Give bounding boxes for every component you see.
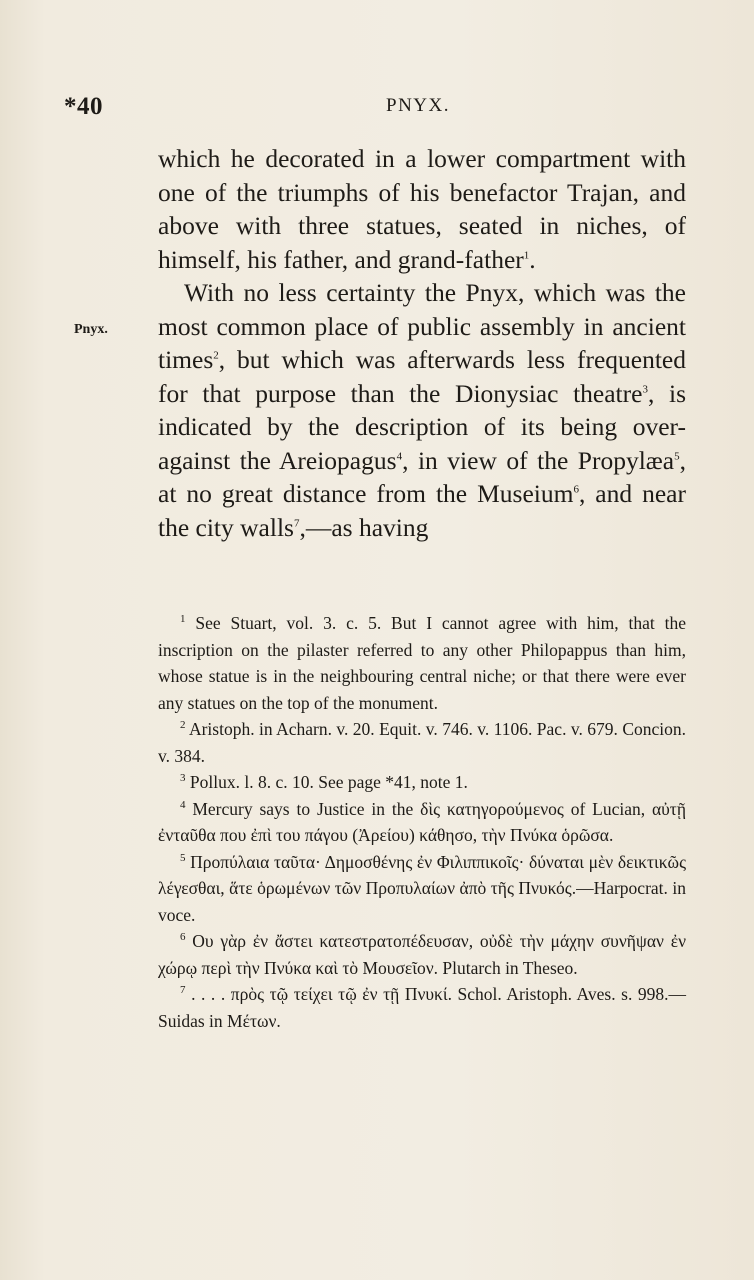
note-ref-5: 5 xyxy=(674,450,680,462)
footnote-mark: 3 xyxy=(180,772,186,785)
footnote-mark: 7 xyxy=(180,984,186,997)
paragraph-2-text-g: ,—as having xyxy=(299,512,429,542)
margin-note: Pnyx. xyxy=(74,322,108,337)
paragraph-1-end: . xyxy=(529,244,536,274)
footnote-text: Ου γὰρ ἐν ἄστει κατεστρατοπέδευσαν, οὐδὲ τὴν μάχην συνῆψαν ἐν χώρῳ περὶ τὴν Πνύκα καὶ τὸ Μουσεῖον. Plutarch in Theseo. xyxy=(158,931,686,978)
paragraph-2-text-c: , is indicated by the description of its being over-against the Areiopagus xyxy=(158,378,686,475)
footnote-text: Pollux. l. 8. c. 10. See page *41, note 1. xyxy=(189,772,468,792)
note-ref-6: 6 xyxy=(573,483,579,496)
paragraph-2-text-e: , at no great distance from the Museium xyxy=(158,445,687,508)
note-ref-4: 4 xyxy=(396,450,403,462)
main-text xyxy=(158,142,686,544)
note-ref-3: 3 xyxy=(642,383,648,395)
note-ref-2: 2 xyxy=(213,349,219,362)
footnote-mark: 1 xyxy=(180,613,186,626)
footnote xyxy=(158,981,686,1034)
paragraph-2-text-d: , in view of the Propylæa xyxy=(402,445,675,475)
note-ref-7: 7 xyxy=(293,517,300,529)
footnote xyxy=(158,769,686,796)
footnote-mark: 5 xyxy=(180,851,186,864)
page-number: *40 xyxy=(64,93,103,120)
footnote xyxy=(158,716,686,769)
footnote-text: Aristoph. in Acharn. v. 20. Equit. v. 746. v. 1106. Pac. v. 679. Concion. v. 384. xyxy=(158,719,686,766)
footnote-mark: 4 xyxy=(180,798,186,811)
paragraph-1 xyxy=(158,142,686,276)
running-title: PNYX. xyxy=(386,95,450,116)
footnote xyxy=(158,610,686,716)
paragraph-1-text: which he decorated in a lower compartment with one of the triumphs of his benefactor Trajan, and above with three statues, seated in niches, of himself, his father, and grand-father xyxy=(158,144,686,274)
footnote xyxy=(158,928,686,981)
note-ref-1: 1 xyxy=(523,249,530,261)
footnote-text: . . . . πρὸς τῷ τείχει τῷ ἐν τῇ Πνυκί. Schol. Aristoph. Aves. s. 998.—Suidas in Μέτων. xyxy=(158,984,687,1031)
footnote-mark: 6 xyxy=(180,931,186,944)
footnote-mark: 2 xyxy=(180,719,186,732)
footnote xyxy=(158,796,686,849)
footnotes xyxy=(158,610,686,1034)
paragraph-2-text-f: , and near the city walls xyxy=(158,479,686,542)
paragraph-2 xyxy=(158,276,686,544)
footnote xyxy=(158,849,686,929)
footnote-text: Προπύλαια ταῦτα· Δημοσθένης ἐν Φιλιππικοῖς· δύναται μὲν δεικτικῶς λέγεσθαι, ἅτε ὁρωμένων τῶν Προπυλαίων ἀπὸ τῆς Πνυκός.—Harpocrat. in voce. xyxy=(158,851,686,925)
paragraph-2-text-a: With no less certainty the Pnyx, which was the most common place of public assembly in ancient times xyxy=(158,278,686,374)
footnote-text: See Stuart, vol. 3. c. 5. But I cannot agree with him, that the inscription on the pilaster referred to any other Philopappus than him, whose statue is in the neighbouring central niche; or that there were ever any statues on the top of the monument. xyxy=(158,613,687,713)
paragraph-2-text-b: , but which was afterwards less frequented for that purpose than the Dionysiac theatre xyxy=(158,345,686,408)
footnote-text: Mercury says to Justice in the δὶς κατηγορούμενος of Lucian, αὐτῇ ἐνταῦθα που ἐπὶ του πάγου (Ἀρείου) κάθησο, τὴν Πνύκα ὁρῶσα. xyxy=(158,798,686,845)
